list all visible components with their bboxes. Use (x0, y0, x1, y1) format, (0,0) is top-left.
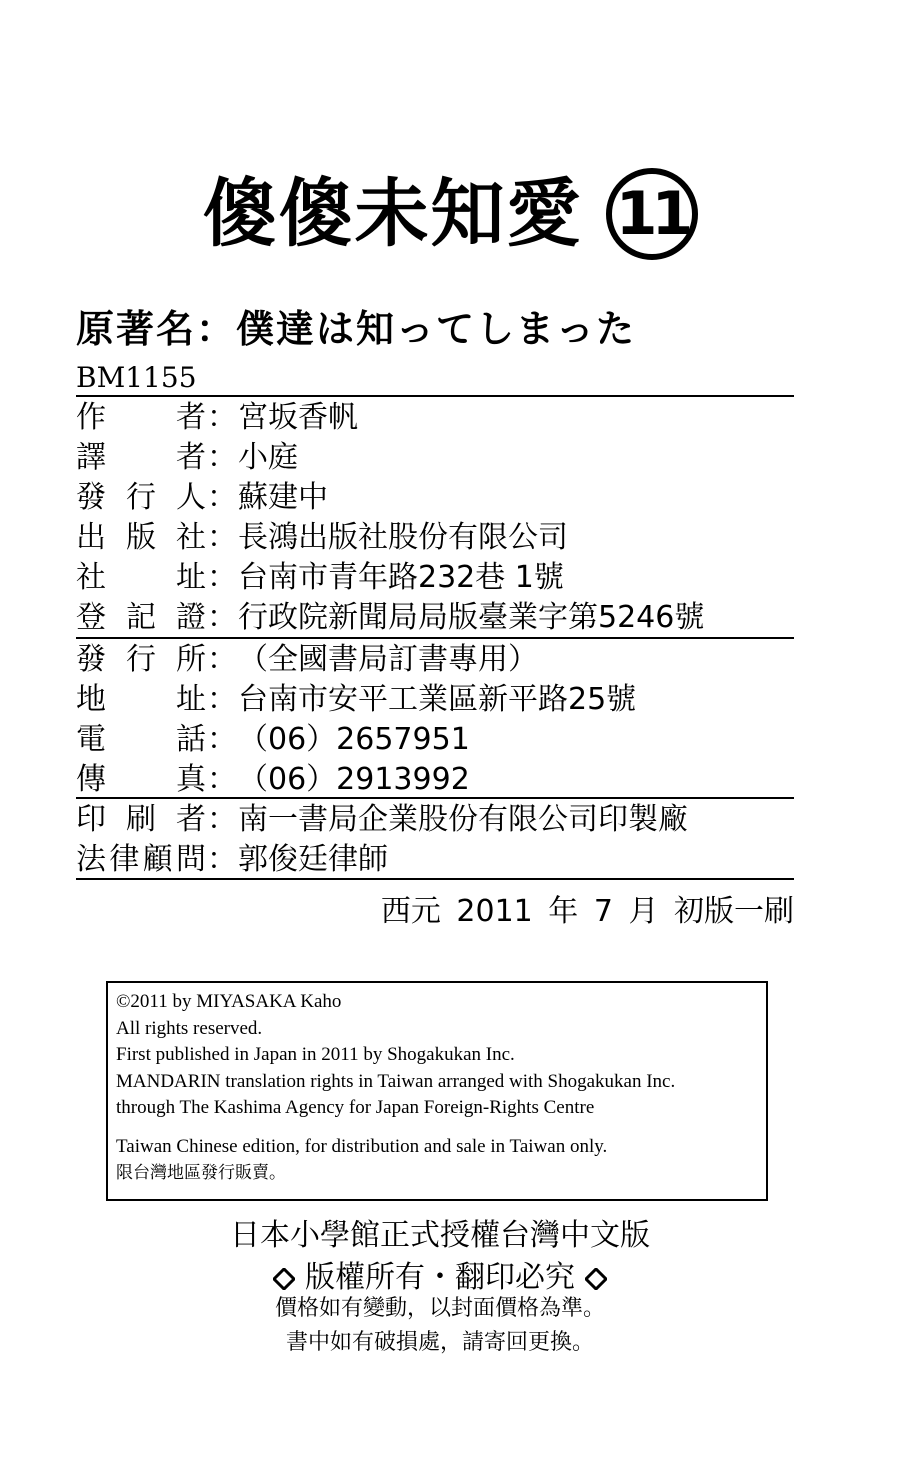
credit-label: 作者 (76, 400, 206, 435)
credit-value: 長鴻出版社股份有限公司 (238, 520, 568, 555)
credit-colon: ： (207, 722, 237, 757)
credit-colon: ： (207, 802, 237, 837)
credit-colon: ： (207, 520, 237, 555)
credit-row (76, 760, 470, 800)
credit-value: 南一書局企業股份有限公司印製廠 (238, 802, 688, 837)
credit-row (76, 720, 470, 760)
diamond-ornament-icon (585, 1268, 607, 1290)
divider-line (76, 395, 794, 397)
credit-row (76, 598, 704, 638)
credit-label: 譯者 (76, 440, 206, 475)
taiwan-only-notice: 限台灣地區發行販賣。 (116, 1163, 286, 1183)
credit-colon: ： (207, 560, 237, 595)
credit-label: 法律顧問 (76, 842, 206, 877)
divider-line (76, 637, 794, 639)
credit-label: 出版社 (76, 520, 206, 555)
credit-label: 印刷者 (76, 802, 206, 837)
credit-value: （06）2913992 (238, 762, 470, 797)
credit-label: 電話 (76, 722, 206, 757)
copyright-box (106, 981, 768, 1201)
divider-line (76, 797, 794, 799)
rights-reserved-text: 版權所有・翻印必究 (305, 1260, 575, 1295)
credit-value: 行政院新聞局局版臺業字第5246號 (238, 600, 705, 635)
credit-colon: ： (207, 400, 237, 435)
catalog-code: BM1155 (76, 361, 197, 394)
book-title: 傻傻未知愛 (202, 171, 583, 257)
credit-label: 發行人 (76, 480, 206, 515)
credit-colon: ： (207, 642, 237, 677)
credit-label: 傳真 (76, 762, 206, 797)
divider-line (76, 878, 794, 880)
credit-value: （06）2657951 (238, 722, 470, 757)
credit-row (76, 840, 388, 880)
credit-value: 宮坂香帆 (238, 400, 358, 435)
credit-colon: ： (207, 480, 237, 515)
credit-value: 郭俊廷律師 (238, 842, 388, 877)
copyright-line: through The Kashima Agency for Japan Foreign-Rights Centre (116, 1097, 595, 1118)
diamond-ornament-icon (273, 1268, 295, 1290)
damage-notice: 書中如有破損處，請寄回更換。 (285, 1330, 594, 1355)
authorization-notice: 日本小學館正式授權台灣中文版 (230, 1218, 650, 1253)
publication-date: 西元 2011 年 7 月 初版一刷 (380, 894, 794, 929)
credit-colon: ： (207, 440, 237, 475)
credit-row (76, 438, 298, 478)
credit-label: 登記證 (76, 600, 206, 635)
book-title-block (0, 168, 900, 260)
copyright-line: ©2011 by MIYASAKA Kaho (116, 991, 342, 1012)
credit-row (76, 398, 358, 438)
volume-number-badge: 11 (606, 168, 698, 260)
credit-row (76, 558, 564, 598)
rights-reserved-line (0, 1252, 880, 1296)
copyright-line: First published in Japan in 2011 by Shogakukan Inc. (116, 1044, 515, 1065)
credit-value: 台南市青年路232巷 1號 (238, 560, 564, 595)
credit-colon: ： (207, 600, 237, 635)
credit-row (76, 518, 568, 558)
credit-value: （全國書局訂書專用） (238, 642, 538, 677)
credit-colon: ： (207, 842, 237, 877)
credit-value: 台南市安平工業區新平路25號 (238, 682, 637, 717)
credit-label: 社址 (76, 560, 206, 595)
credit-row (76, 680, 636, 720)
price-notice: 價格如有變動，以封面價格為準。 (274, 1296, 605, 1321)
credit-row (76, 800, 688, 840)
copyright-line: All rights reserved. (116, 1017, 263, 1039)
credit-label: 地址 (76, 682, 206, 717)
copyright-line: MANDARIN translation rights in Taiwan arranged with Shogakukan Inc. (116, 1070, 676, 1092)
credit-row (76, 640, 538, 680)
edition-notice: Taiwan Chinese edition, for distribution and sale in Taiwan only. (116, 1135, 608, 1157)
credit-row (76, 478, 328, 518)
credit-label: 發行所 (76, 642, 206, 677)
credit-colon: ： (207, 682, 237, 717)
credit-value: 小庭 (238, 440, 298, 475)
credit-value: 蘇建中 (238, 480, 328, 515)
credit-colon: ： (207, 762, 237, 797)
original-title: 原著名：僕達は知ってしまった (76, 307, 637, 351)
